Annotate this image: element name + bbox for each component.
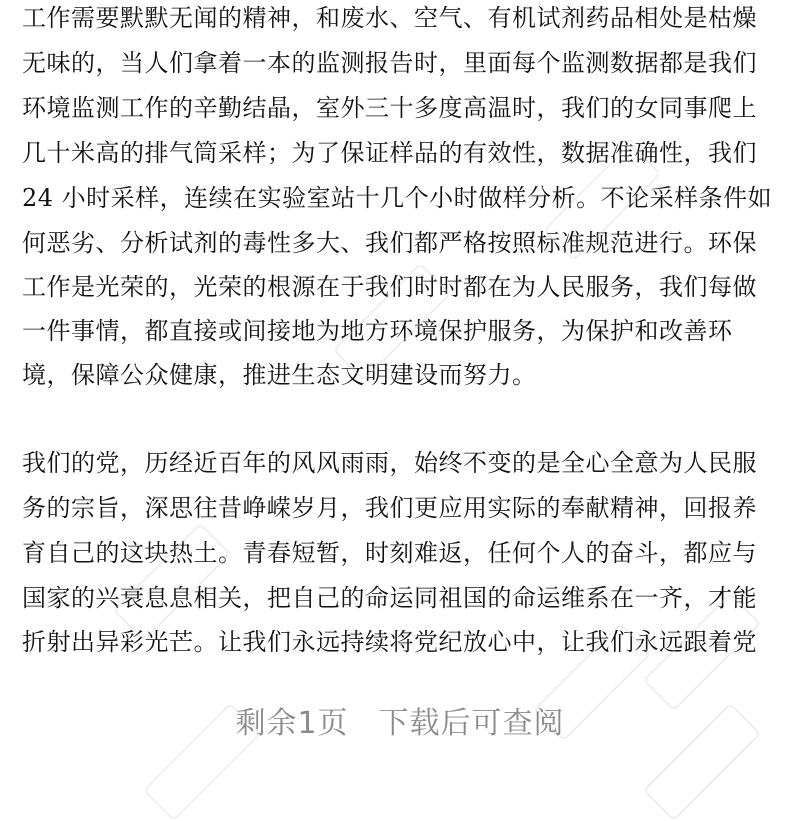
- paragraph-1-line-4: 几十米高的排气筒采样；为了保证样品的有效性，数据准确性，我们: [22, 139, 757, 167]
- paragraph-1-line-9: 境，保障公众健康，推进生态文明建设而努力。: [22, 361, 537, 389]
- paragraph-2-line-3: 育自己的这块热土。青春短暂，时刻难返，任何个人的奋斗，都应与: [22, 539, 757, 567]
- paragraph-1-line-3: 环境监测工作的辛勤结晶，室外三十多度高温时，我们的女同事爬上: [22, 94, 757, 122]
- paragraph-2-line-4: 国家的兴衰息息相关，把自己的命运同祖国的命运维系在一齐，才能: [22, 584, 757, 612]
- download-to-view-label: 下载后可查阅: [378, 706, 565, 741]
- paragraph-1-line-7: 工作是光荣的，光荣的根源在于我们时时都在为人民服务，我们每做: [22, 273, 757, 301]
- remaining-pages-label: 剩余1页: [235, 706, 349, 741]
- paragraph-2-line-1: 我们的党，历经近百年的风风雨雨，始终不变的是全心全意为人民服: [22, 449, 757, 477]
- paragraph-2-line-2: 务的宗旨，深思往昔峥嵘岁月，我们更应用实际的奉献精神，回报养: [22, 494, 757, 522]
- paragraph-1-line-8: 一件事情，都直接或间接地为地方环境保护服务，为保护和改善环: [22, 317, 733, 345]
- paragraph-1-line-1: 工作需要默默无闻的精神，和废水、空气、有机试剂药品相处是枯燥: [22, 4, 757, 32]
- paragraph-1-line-5: 24 小时采样，连续在实验室站十几个小时做样分析。不论采样条件如: [22, 184, 773, 212]
- paragraph-1-line-6: 何恶劣、分析试剂的毒性多大、我们都严格按照标准规范进行。环保: [22, 229, 757, 257]
- paragraph-1-line-2: 无味的，当人们拿着一本的监测报告时，里面每个监测数据都是我们: [22, 49, 757, 77]
- download-prompt[interactable]: [0, 702, 800, 746]
- paragraph-2-line-5: 折射出异彩光芒。让我们永远持续将党纪放心中，让我们永远跟着党: [22, 628, 757, 656]
